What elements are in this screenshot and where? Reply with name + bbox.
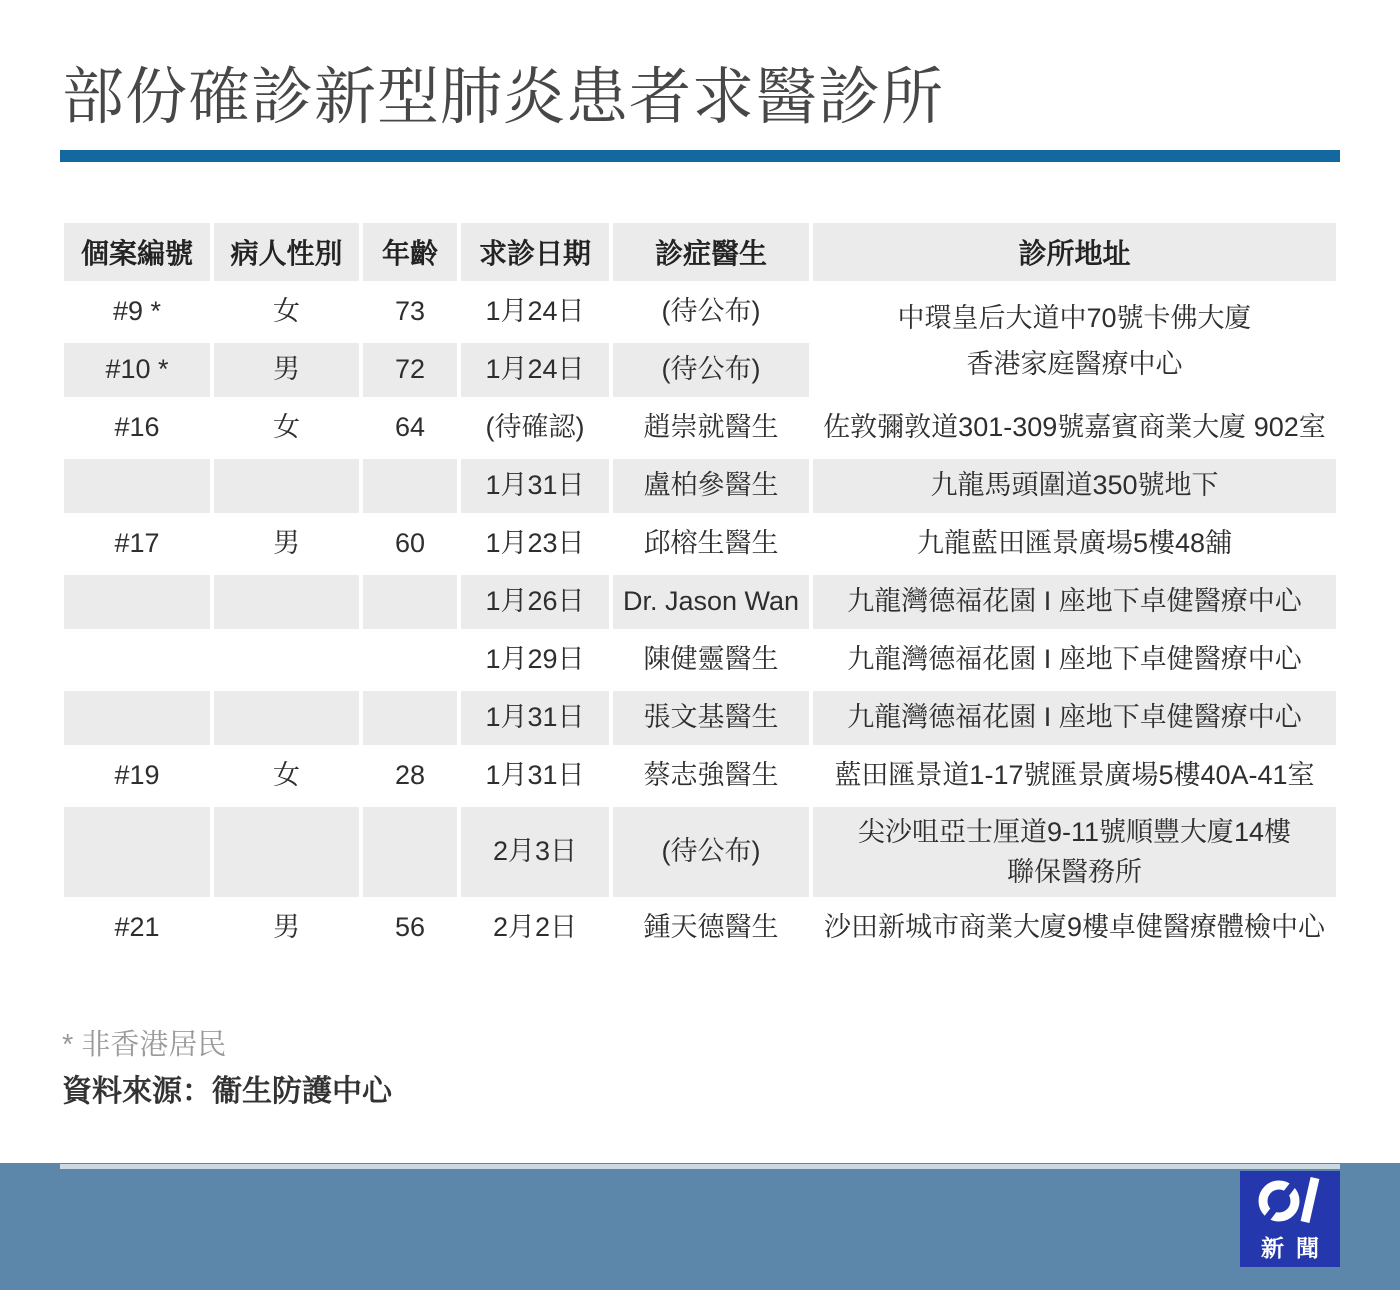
- header-clinic-address: 診所地址: [813, 223, 1336, 281]
- cell-address: 九龍灣德福花園 I 座地下卓健醫療中心: [813, 633, 1336, 687]
- bottom-band: [0, 1163, 1400, 1290]
- empty-cell: [214, 633, 359, 687]
- cell-date: (待確認): [461, 401, 609, 455]
- table-row: [64, 459, 1336, 513]
- header-doctor: 診症醫生: [613, 223, 809, 281]
- cell-date: 1月24日: [461, 285, 609, 339]
- cell-age: 28: [363, 749, 457, 803]
- empty-cell: [214, 807, 359, 897]
- empty-cell: [64, 459, 210, 513]
- header-age: 年齡: [363, 223, 457, 281]
- table-row: [64, 575, 1336, 629]
- cell-address: 佐敦彌敦道301-309號嘉賓商業大廈 902室: [813, 401, 1336, 455]
- empty-cell: [363, 575, 457, 629]
- cell-doctor: (待公布): [613, 343, 809, 397]
- cell-address: 九龍灣德福花園 I 座地下卓健醫療中心: [813, 691, 1336, 745]
- footnote-data-source: 資料來源：衞生防護中心: [62, 1075, 392, 1108]
- empty-cell: [214, 459, 359, 513]
- cell-date: 1月24日: [461, 343, 609, 397]
- address-line: 尖沙咀亞士厘道9-11號順豐大廈14樓: [857, 817, 1292, 847]
- table-row: [64, 285, 1336, 339]
- cell-address: [813, 807, 1336, 897]
- address-line: 聯保醫務所: [1007, 857, 1142, 887]
- cell-gender: 男: [214, 901, 359, 955]
- empty-cell: [214, 575, 359, 629]
- cell-doctor: 趙崇就醫生: [613, 401, 809, 455]
- cell-age: 60: [363, 517, 457, 571]
- address-line: 中環皇后大道中70號卡佛大廈: [897, 303, 1252, 333]
- cell-case: #19: [64, 749, 210, 803]
- cell-date: 1月26日: [461, 575, 609, 629]
- cell-doctor: Dr. Jason Wan: [613, 575, 809, 629]
- cell-address: 九龍藍田匯景廣場5樓48舖: [813, 517, 1336, 571]
- empty-cell: [363, 691, 457, 745]
- band-divider-line: [60, 1164, 1340, 1169]
- table-row: [64, 633, 1336, 687]
- table-row: [64, 901, 1336, 955]
- empty-cell: [64, 807, 210, 897]
- cell-gender: 女: [214, 285, 359, 339]
- cell-doctor: 盧柏參醫生: [613, 459, 809, 513]
- cell-date: 1月29日: [461, 633, 609, 687]
- cell-address-merged: [813, 285, 1336, 397]
- cell-age: 64: [363, 401, 457, 455]
- table-row: [64, 807, 1336, 897]
- table-row: [64, 691, 1336, 745]
- table-row: [64, 749, 1336, 803]
- cell-age: 73: [363, 285, 457, 339]
- cell-date: 1月23日: [461, 517, 609, 571]
- cell-date: 2月3日: [461, 807, 609, 897]
- empty-cell: [363, 459, 457, 513]
- title-underline-bar: [60, 150, 1340, 162]
- table-row: [64, 517, 1336, 571]
- cell-case: #21: [64, 901, 210, 955]
- cell-gender: 男: [214, 517, 359, 571]
- cell-date: 1月31日: [461, 459, 609, 513]
- cell-address: 九龍馬頭圍道350號地下: [813, 459, 1336, 513]
- address-line: 香港家庭醫療中心: [966, 349, 1183, 379]
- cell-age: 72: [363, 343, 457, 397]
- cell-doctor: 蔡志強醫生: [613, 749, 809, 803]
- cell-doctor: 邱榕生醫生: [613, 517, 809, 571]
- hk01-01-mark-icon: [1258, 1177, 1322, 1223]
- cell-case: #10 *: [64, 343, 210, 397]
- cell-gender: 女: [214, 401, 359, 455]
- empty-cell: [214, 691, 359, 745]
- table-row: [64, 401, 1336, 455]
- cell-doctor: 鍾天德醫生: [613, 901, 809, 955]
- hk01-logo-text: 新聞: [1261, 1235, 1331, 1261]
- cell-doctor: (待公布): [613, 285, 809, 339]
- cell-case: #17: [64, 517, 210, 571]
- cell-date: 1月31日: [461, 691, 609, 745]
- cell-address: 九龍灣德福花園 I 座地下卓健醫療中心: [813, 575, 1336, 629]
- header-visit-date: 求診日期: [461, 223, 609, 281]
- empty-cell: [64, 633, 210, 687]
- patients-clinics-table: [60, 219, 1340, 959]
- page-title: 部份確診新型肺炎患者求醫診所: [62, 63, 945, 132]
- cell-case: #16: [64, 401, 210, 455]
- cell-case: #9 *: [64, 285, 210, 339]
- cell-gender: 男: [214, 343, 359, 397]
- cell-age: 56: [363, 901, 457, 955]
- empty-cell: [363, 807, 457, 897]
- cell-address: 沙田新城市商業大廈9樓卓健醫療體檢中心: [813, 901, 1336, 955]
- cell-address: 藍田匯景道1-17號匯景廣場5樓40A-41室: [813, 749, 1336, 803]
- cell-doctor: (待公布): [613, 807, 809, 897]
- empty-cell: [363, 633, 457, 687]
- footnote-non-hk-resident: * 非香港居民: [62, 1029, 227, 1061]
- empty-cell: [64, 691, 210, 745]
- hk01-logo: [1240, 1171, 1340, 1267]
- table-header-row: [64, 223, 1336, 281]
- cell-date: 1月31日: [461, 749, 609, 803]
- cell-date: 2月2日: [461, 901, 609, 955]
- header-case-number: 個案編號: [64, 223, 210, 281]
- cell-gender: 女: [214, 749, 359, 803]
- empty-cell: [64, 575, 210, 629]
- header-gender: 病人性別: [214, 223, 359, 281]
- cell-doctor: 張文基醫生: [613, 691, 809, 745]
- cell-doctor: 陳健靈醫生: [613, 633, 809, 687]
